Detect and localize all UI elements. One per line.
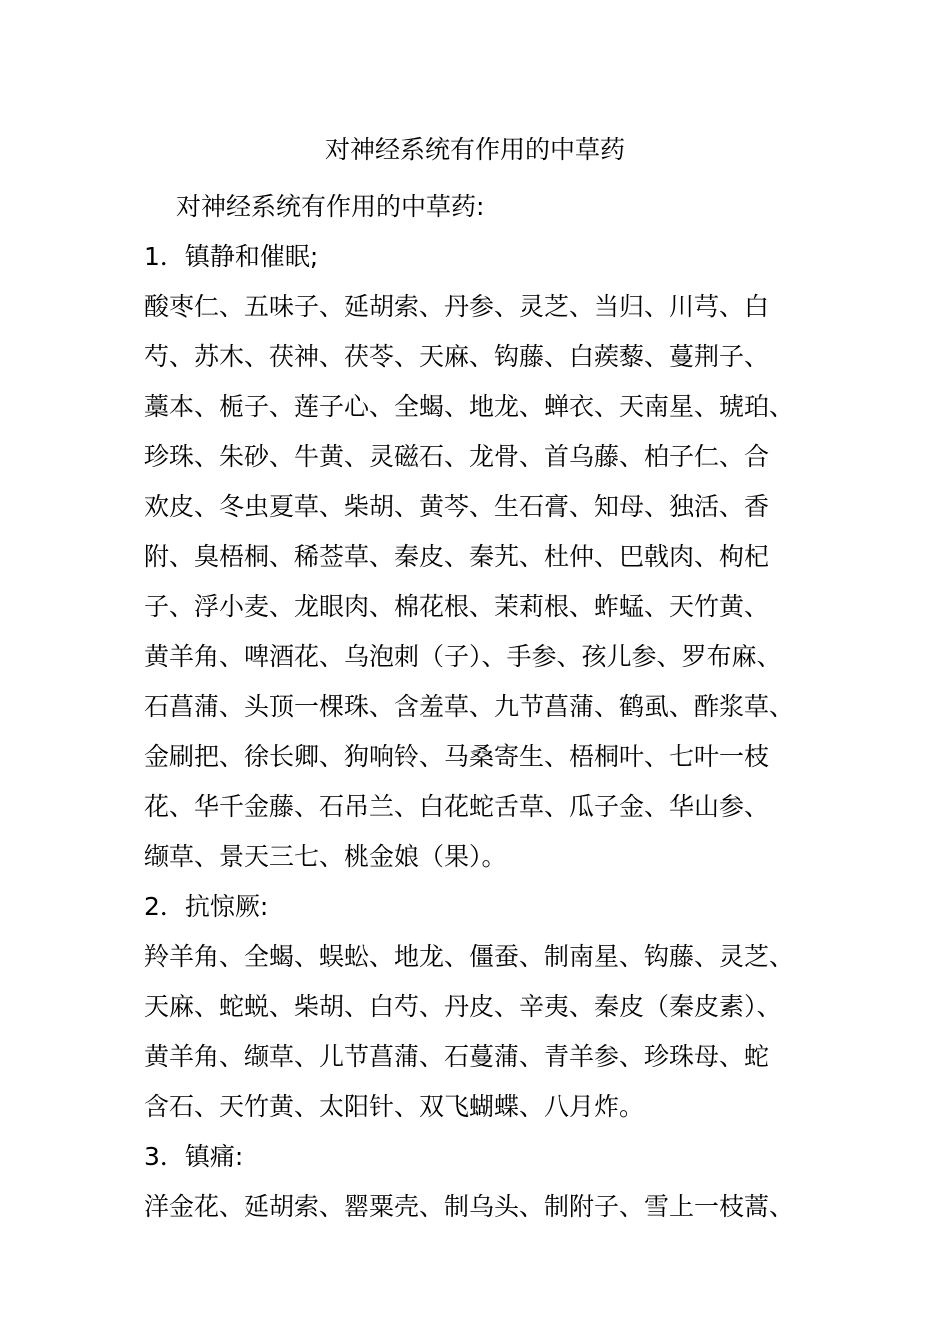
document-title: 对神经系统有作用的中草药 [324, 135, 625, 164]
herb-list-line: 金刷把、徐长卿、狗响铃、马桑寄生、梧桐叶、七叶一枝 [144, 742, 770, 771]
section-sedative-hypnotic [144, 232, 799, 882]
herb-list-line: 黄羊角、缬草、儿节菖蒲、石蔓蒲、青羊参、珍珠母、蛇 [144, 1042, 770, 1071]
herb-list-line: 珍珠、朱砂、牛黄、灵磁石、龙骨、首乌藤、柏子仁、合 [144, 442, 770, 471]
herb-list-line: 石菖蒲、头顶一棵珠、含羞草、九节菖蒲、鹤虱、酢浆草、 [144, 692, 795, 721]
section-heading: 3．镇痛: [144, 1142, 244, 1171]
section-anticonvulsant [144, 882, 799, 1132]
herb-list-line: 缬草、景天三七、桃金娘（果）。 [144, 842, 507, 871]
herb-list-line: 黄羊角、啤酒花、乌泡刺（子）、手参、孩儿参、罗布麻、 [144, 642, 782, 671]
herb-list-line: 洋金花、延胡索、罂粟壳、制乌头、制附子、雪上一枝蒿、 [144, 1192, 795, 1221]
document-body [144, 182, 799, 1232]
herb-list-line: 天麻、蛇蜕、柴胡、白芍、丹皮、辛夷、秦皮（秦皮素）、 [144, 992, 782, 1021]
intro-paragraph: 对神经系统有作用的中草药: [176, 192, 485, 221]
herb-list-line: 欢皮、冬虫夏草、柴胡、黄芩、生石膏、知母、独活、香 [144, 492, 770, 521]
herb-list-line: 羚羊角、全蝎、蜈蚣、地龙、僵蚕、制南星、钩藤、灵芝、 [144, 942, 795, 971]
herb-list-line: 花、华千金藤、石吊兰、白花蛇舌草、瓜子金、华山参、 [144, 792, 770, 821]
herb-list-line: 含石、天竹黄、太阳针、双飞蝴蝶、八月炸。 [144, 1092, 645, 1121]
section-heading: 2．抗惊厥: [144, 892, 269, 921]
herb-list-line: 芍、苏木、茯神、茯苓、天麻、钩藤、白蒺藜、蔓荆子、 [144, 342, 770, 371]
section-analgesic [144, 1132, 799, 1232]
herb-list-line: 子、浮小麦、龙眼肉、棉花根、茉莉根、蚱蜢、天竹黄、 [144, 592, 770, 621]
section-heading: 1．镇静和催眠; [144, 242, 319, 271]
herb-list-line: 藁本、栀子、莲子心、全蝎、地龙、蝉衣、天南星、琥珀、 [144, 392, 795, 421]
herb-list-line: 附、臭梧桐、稀莶草、秦皮、秦艽、杜仲、巴戟肉、枸杞 [144, 542, 770, 571]
herb-list-line: 酸枣仁、五味子、延胡索、丹参、灵芝、当归、川芎、白 [144, 292, 770, 321]
